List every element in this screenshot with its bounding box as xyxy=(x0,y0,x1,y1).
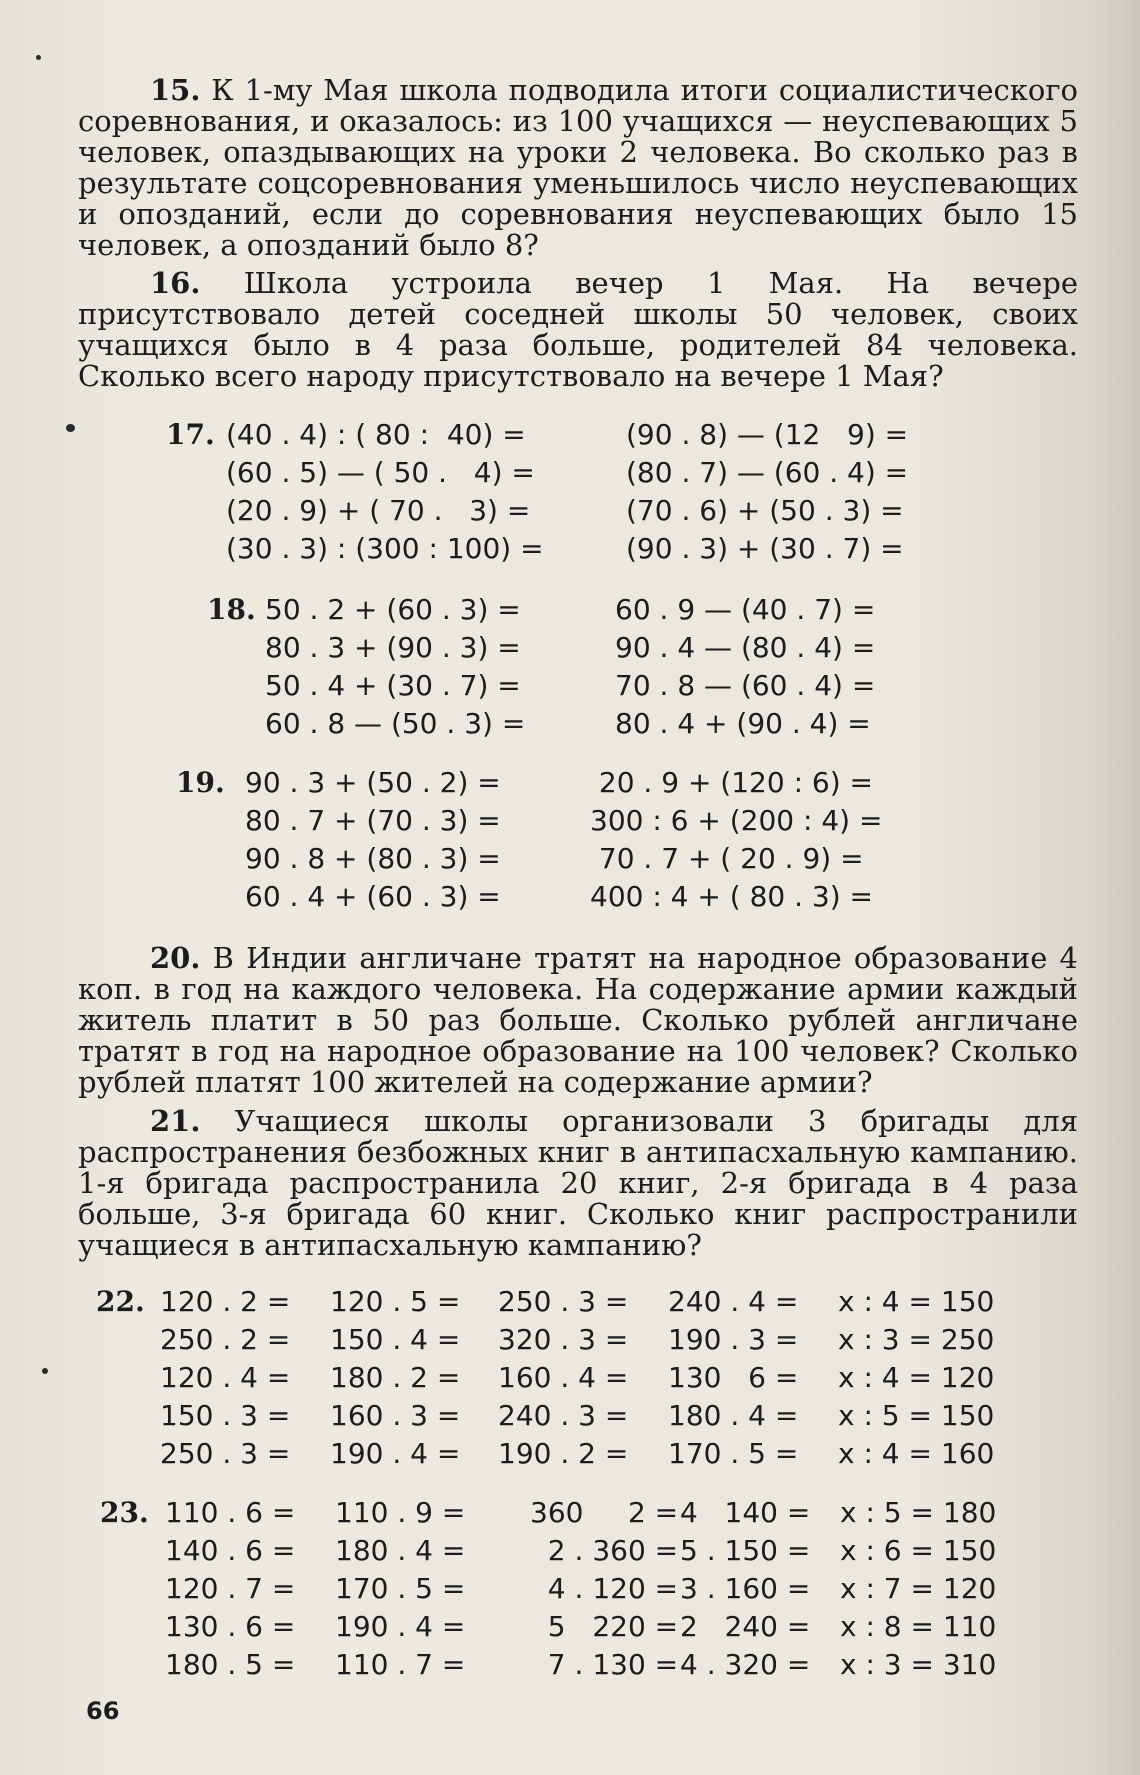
expression: 160 . 3 = xyxy=(330,1399,461,1432)
expression: 5 220 = xyxy=(530,1610,679,1643)
expression-grid xyxy=(165,1494,1040,1684)
expression: 90 . 8 + (80 . 3) = xyxy=(245,842,501,875)
expression: 20 . 9 + (120 : 6) = xyxy=(590,766,874,799)
expression: 2 . 360 = xyxy=(530,1534,679,1567)
expression: (60 . 5) — ( 50 . 4) = xyxy=(226,456,535,489)
expression: 90 . 4 — (80 . 4) = xyxy=(615,631,876,664)
problem-number: 21. xyxy=(150,1104,201,1138)
expression: 160 . 4 = xyxy=(498,1361,629,1394)
exercise-number: 18. xyxy=(207,593,256,626)
expression: 120 . 4 = xyxy=(160,1361,291,1394)
expression: 50 . 4 + (30 . 7) = xyxy=(265,669,521,702)
expression: 250 . 2 = xyxy=(160,1323,291,1356)
expression: 90 . 3 + (50 . 2) = xyxy=(245,766,501,799)
expression: 170 . 5 = xyxy=(335,1572,466,1605)
expression: x : 4 = 160 xyxy=(838,1437,995,1470)
expression: 80 . 7 + (70 . 3) = xyxy=(245,804,501,837)
expression: 60 . 8 — (50 . 3) = xyxy=(265,707,526,740)
exercise-number: 22. xyxy=(96,1285,145,1318)
expression: 180 . 2 = xyxy=(330,1361,461,1394)
expression: 130 6 = xyxy=(668,1361,799,1394)
expression: x : 3 = 310 xyxy=(840,1648,997,1681)
expression: 190 . 4 = xyxy=(335,1610,466,1643)
problem-text: Школа устроила вечер 1 Мая. На вечере присутствовало детей соседней школы 50 человек, своих учащихся было в 4 раза больше, родителей 84 человека. Сколько всего народу присутствовало на вечере 1 Мая? xyxy=(78,266,1078,393)
problem-20 xyxy=(78,943,1078,1098)
expression: x : 5 = 150 xyxy=(838,1399,995,1432)
expression: (80 . 7) — (60 . 4) = xyxy=(626,456,909,489)
expression: (90 . 8) — (12 9) = xyxy=(626,418,909,451)
expression: 150 . 4 = xyxy=(330,1323,461,1356)
expression-grid xyxy=(160,1283,1038,1473)
expression: 400 : 4 + ( 80 . 3) = xyxy=(590,880,874,913)
expression: x : 7 = 120 xyxy=(840,1572,997,1605)
expression: 320 . 3 = xyxy=(498,1323,629,1356)
expression: 4 . 320 = xyxy=(680,1648,811,1681)
expression: 240 . 4 = xyxy=(668,1285,799,1318)
expression: 7 . 130 = xyxy=(530,1648,679,1681)
expression-grid xyxy=(226,416,966,568)
expression: x : 5 = 180 xyxy=(840,1496,997,1529)
expression: 240 . 3 = xyxy=(498,1399,629,1432)
expression: 150 . 3 = xyxy=(160,1399,291,1432)
expression: x : 4 = 120 xyxy=(838,1361,995,1394)
problem-number: 16. xyxy=(150,266,201,300)
page-number: 66 xyxy=(86,1697,120,1725)
expression: 110 . 9 = xyxy=(335,1496,466,1529)
expression: 300 : 6 + (200 : 4) = xyxy=(590,804,883,837)
expression: 120 . 5 = xyxy=(330,1285,461,1318)
expression: 120 . 7 = xyxy=(165,1572,296,1605)
expression: 2 240 = xyxy=(680,1610,811,1643)
expression: 4 140 = xyxy=(680,1496,811,1529)
expression: 120 . 2 = xyxy=(160,1285,291,1318)
problem-text: В Индии англичане тратят на народное образование 4 коп. в год на каждого человека. На содержание армии каждый житель платит в 50 раз больше. Сколько рублей англичане тратят в год на народное образование на 100 человек? Сколько рублей платят 100 жителей на содержание армии? xyxy=(78,941,1078,1099)
expression: (20 . 9) + ( 70 . 3) = xyxy=(226,494,531,527)
problem-21 xyxy=(78,1106,1078,1261)
expression: 180 . 5 = xyxy=(165,1648,296,1681)
exercise-number: 23. xyxy=(100,1496,149,1529)
expression: 4 . 120 = xyxy=(530,1572,679,1605)
expression: 110 . 7 = xyxy=(335,1648,466,1681)
problem-text: Учащиеся школы организовали 3 бригады для распространения безбожных книг в антипасхальную кампанию. 1-я бригада распространила 20 книг, 2-я бригада в 4 раза больше, 3-я бригада 60 книг. Сколько книг распространили учащиеся в антипасхальную кампанию? xyxy=(78,1104,1079,1262)
expression: 170 . 5 = xyxy=(668,1437,799,1470)
expression: 70 . 7 + ( 20 . 9) = xyxy=(590,842,864,875)
problem-number: 15. xyxy=(150,73,201,107)
expression: 130 . 6 = xyxy=(165,1610,296,1643)
ink-speck xyxy=(42,1368,48,1374)
expression: 190 . 3 = xyxy=(668,1323,799,1356)
expression: 250 . 3 = xyxy=(160,1437,291,1470)
ink-speck xyxy=(36,55,41,60)
expression: 5 . 150 = xyxy=(680,1534,811,1567)
expression: 180 . 4 = xyxy=(335,1534,466,1567)
expression: 190 . 4 = xyxy=(330,1437,461,1470)
expression: 190 . 2 = xyxy=(498,1437,629,1470)
expression: x : 3 = 250 xyxy=(838,1323,995,1356)
problem-15 xyxy=(78,75,1078,261)
expression: 80 . 3 + (90 . 3) = xyxy=(265,631,521,664)
problem-16 xyxy=(78,268,1078,392)
problem-text: К 1-му Мая школа подводила итоги социалистического соревнования, и оказалось: из 100 учащихся — неуспевающих 5 человек, опаздывающих на уроки 2 человека. Во сколько раз в результате соцсоревнования уменьшилось число неуспевающих и опозданий, если до соревнования неуспевающих было 15 человек, а опозданий было 8? xyxy=(78,73,1078,262)
exercise-number: 17. xyxy=(166,418,215,451)
expression: x : 4 = 150 xyxy=(838,1285,995,1318)
expression: (90 . 3) + (30 . 7) = xyxy=(626,532,904,565)
expression: 250 . 3 = xyxy=(498,1285,629,1318)
expression: (70 . 6) + (50 . 3) = xyxy=(626,494,904,527)
expression: 60 . 4 + (60 . 3) = xyxy=(245,880,501,913)
expression: 110 . 6 = xyxy=(165,1496,296,1529)
expression: x : 6 = 150 xyxy=(840,1534,997,1567)
expression: 80 . 4 + (90 . 4) = xyxy=(615,707,871,740)
ink-speck xyxy=(66,424,75,432)
expression: 180 . 4 = xyxy=(668,1399,799,1432)
expression: x : 8 = 110 xyxy=(840,1610,997,1643)
expression: 70 . 8 — (60 . 4) = xyxy=(615,669,876,702)
expression: 360 2 = xyxy=(530,1496,679,1529)
problem-number: 20. xyxy=(150,941,201,975)
expression-grid xyxy=(265,591,945,743)
exercise-number: 19. xyxy=(176,766,225,799)
expression: 60 . 9 — (40 . 7) = xyxy=(615,593,876,626)
expression: 50 . 2 + (60 . 3) = xyxy=(265,593,521,626)
expression: 140 . 6 = xyxy=(165,1534,296,1567)
expression: (30 . 3) : (300 : 100) = xyxy=(226,532,544,565)
expression: 3 . 160 = xyxy=(680,1572,811,1605)
expression-grid xyxy=(245,764,920,916)
expression: (40 . 4) : ( 80 : 40) = xyxy=(226,418,526,451)
